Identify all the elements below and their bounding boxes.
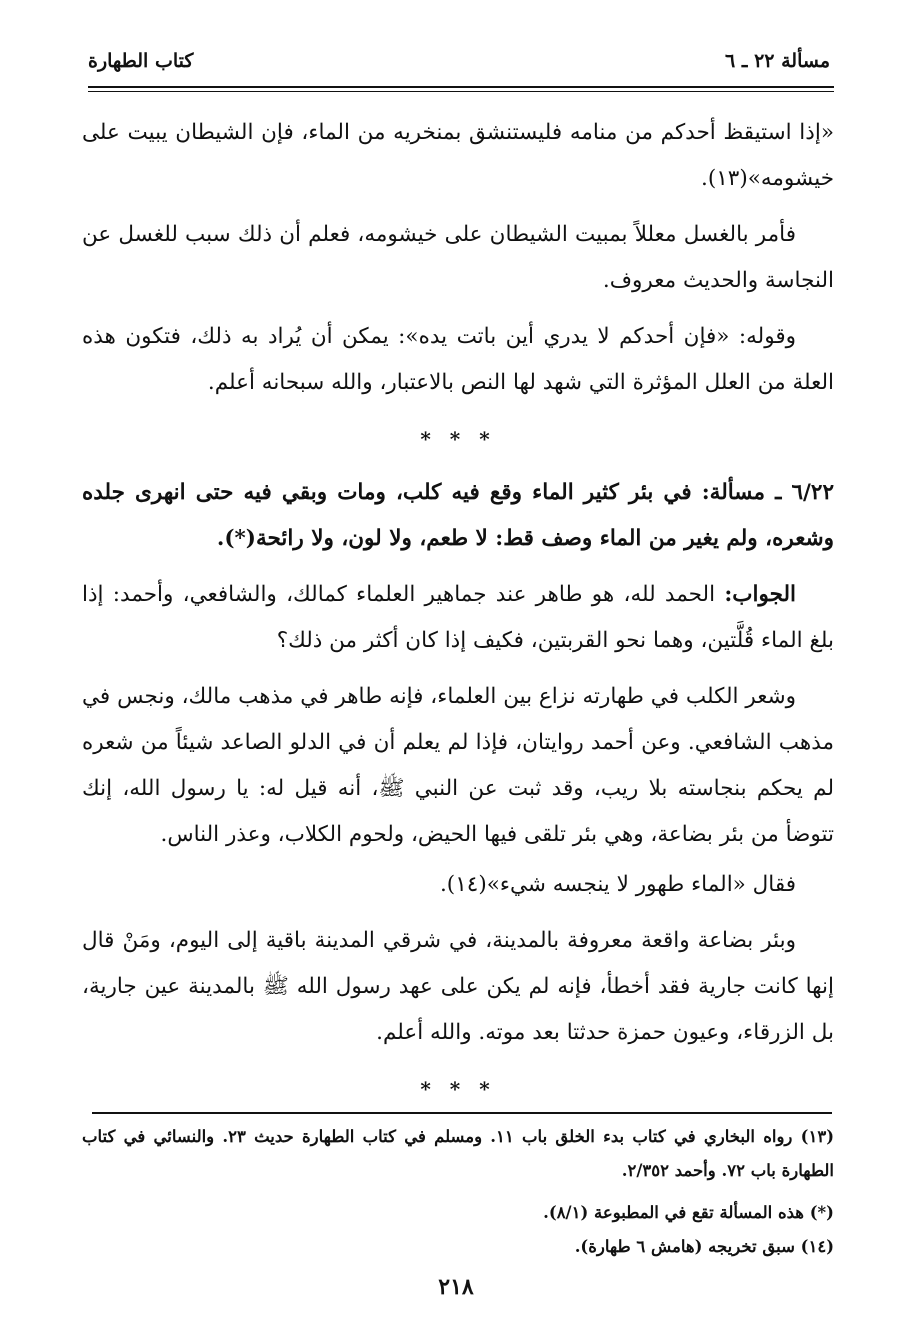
- header-issue-number: مسألة ٢٢ ـ ٦: [725, 50, 830, 72]
- main-text: [82, 110, 834, 1120]
- paragraph-dog-hair: وشعر الكلب في طهارته نزاع بين العلماء، فإنه طاهر في مذهب مالك، ونجس في مذهب الشافعي. وعن أحمد روايتان، فإذا لم يعلم أن في الدلو الصاعد شيئاً من شعره لم يحكم بنجاسته بلا ريب، وقد ثبت عن النبي ﷺ، أنه قيل له: يا رسول الله، إنك تتوضأ من بئر بضاعة، وهي بئر تلقى فيها الحيض، ولحوم الكلاب، وعذر الناس.: [82, 684, 834, 847]
- footnote-star: (*) هذه المسألة تقع في المطبوعة (٨/١).: [543, 1203, 834, 1222]
- footnotes: [82, 1120, 834, 1264]
- paragraph-hadith: «إذا استيقظ أحدكم من منامه فليستنشق بمنخريه من الماء، فإن الشيطان يبيت على خيشومه»(١٣).: [82, 120, 834, 191]
- paragraph-hadith-quote: فقال «الماء طهور لا ينجسه شيء»(١٤).: [439, 872, 796, 897]
- paragraph-explanation: فأمر بالغسل معللاً بمبيت الشيطان على خيشومه، فعلم أن ذلك سبب للغسل عن النجاسة والحديث معروف.: [82, 222, 834, 293]
- header-book-title: كتاب الطهارة: [88, 50, 194, 72]
- header-rule-thick: [88, 86, 834, 88]
- running-header: [88, 42, 830, 88]
- answer-text: الحمد لله، هو طاهر عند جماهير العلماء كمالك، والشافعي، وأحمد: إذا بلغ الماء قُلَّتين، وهما نحو القربتين، فكيف إذا كان أكثر من ذلك؟: [82, 582, 834, 653]
- section-separator-end: * * *: [420, 1077, 496, 1101]
- paragraph-budaah-well: وبئر بضاعة واقعة معروفة بالمدينة، في شرقي المدينة باقية إلى اليوم، ومَنْ قال إنها كانت جارية فقد أخطأ، فإنه لم يكن على عهد رسول الله ﷺ بالمدينة عين جارية، بل الزرقاء، وعيون حمزة حدثتا بعد موته. والله أعلم.: [82, 928, 834, 1045]
- footnote-14: (١٤) سبق تخريجه (هامش ٦ طهارة).: [574, 1237, 834, 1256]
- paragraph-commentary: وقوله: «فإن أحدكم لا يدري أين باتت يده»: يمكن أن يُراد به ذلك، فتكون هذه العلة من العلل المؤثرة التي شهد لها النص بالاعتبار، والله سبحانه أعلم.: [82, 324, 834, 395]
- question-heading: ٦/٢٢ ـ مسألة: في بئر كثير الماء وقع فيه كلب، ومات وبقي فيه حتى انهرى جلده وشعره، ولم يغير من الماء وصف قط: لا طعم، ولا لون، ولا رائحة(*).: [82, 480, 834, 551]
- footnote-rule: [92, 1112, 832, 1114]
- page-number: ٢١٨: [438, 1274, 474, 1300]
- footnote-13: (١٣) رواه البخاري في كتاب بدء الخلق باب ١١. ومسلم في كتاب الطهارة حديث ٢٣. والنسائي في كتاب الطهارة باب ٧٢. وأحمد ٢/٣٥٢.: [82, 1127, 834, 1180]
- paragraph-answer: [82, 572, 834, 664]
- answer-label: الجواب:: [724, 582, 796, 607]
- header-rule-thin: [88, 91, 834, 92]
- section-separator: * * *: [420, 427, 496, 451]
